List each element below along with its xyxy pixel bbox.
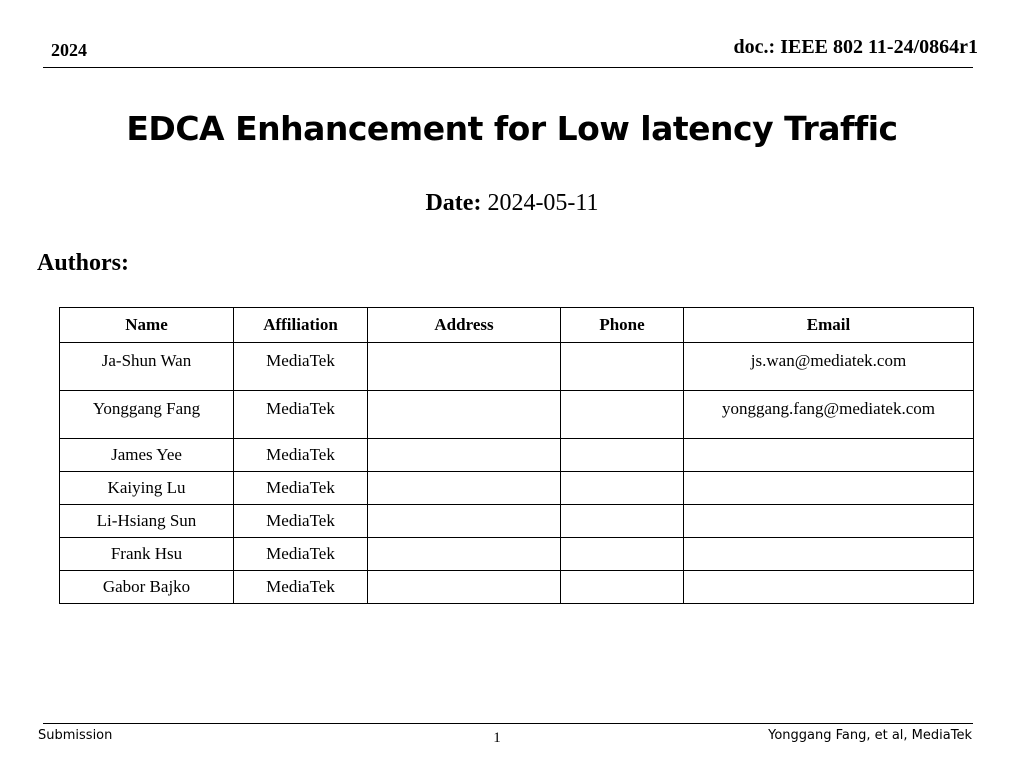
author-address xyxy=(368,538,561,571)
author-address xyxy=(368,343,561,391)
author-affiliation: MediaTek xyxy=(234,571,368,604)
table-row xyxy=(60,343,974,391)
date-value: 2024-05-11 xyxy=(487,190,599,216)
column-header-address: Address xyxy=(368,308,561,343)
authors-heading: Authors: xyxy=(37,250,130,276)
author-phone xyxy=(561,538,684,571)
column-header-name: Name xyxy=(60,308,234,343)
author-address xyxy=(368,472,561,505)
footer-submission: Submission xyxy=(38,728,113,743)
column-header-phone: Phone xyxy=(561,308,684,343)
author-name: James Yee xyxy=(60,439,234,472)
table-row xyxy=(60,571,974,604)
author-phone xyxy=(561,505,684,538)
author-affiliation: MediaTek xyxy=(234,439,368,472)
author-phone xyxy=(561,391,684,439)
author-email xyxy=(684,505,974,538)
author-affiliation: MediaTek xyxy=(234,343,368,391)
author-affiliation: MediaTek xyxy=(234,505,368,538)
author-email: yonggang.fang@mediatek.com xyxy=(684,391,974,439)
author-name: Yonggang Fang xyxy=(60,391,234,439)
date-line xyxy=(0,188,1024,218)
table-row xyxy=(60,472,974,505)
authors-table xyxy=(59,307,974,604)
author-email xyxy=(684,439,974,472)
table-row xyxy=(60,391,974,439)
author-email xyxy=(684,472,974,505)
author-address xyxy=(368,439,561,472)
author-affiliation: MediaTek xyxy=(234,538,368,571)
author-name: Kaiying Lu xyxy=(60,472,234,505)
date-label: Date: xyxy=(425,190,482,216)
footer-author-credit: Yonggang Fang, et al, MediaTek xyxy=(768,728,972,743)
author-email xyxy=(684,538,974,571)
author-email xyxy=(684,571,974,604)
table-row xyxy=(60,439,974,472)
author-name: Frank Hsu xyxy=(60,538,234,571)
header-year: 2024 xyxy=(51,40,87,60)
column-header-email: Email xyxy=(684,308,974,343)
author-address xyxy=(368,505,561,538)
author-name: Ja-Shun Wan xyxy=(60,343,234,391)
author-address xyxy=(368,391,561,439)
table-row xyxy=(60,505,974,538)
author-phone xyxy=(561,343,684,391)
author-phone xyxy=(561,571,684,604)
author-phone xyxy=(561,472,684,505)
table-header-row xyxy=(60,308,974,343)
header-doc-id: doc.: IEEE 802 11-24/0864r1 xyxy=(733,36,978,58)
page-number: 1 xyxy=(493,730,501,746)
footer-divider xyxy=(43,723,973,724)
author-affiliation: MediaTek xyxy=(234,472,368,505)
table-row xyxy=(60,538,974,571)
author-affiliation: MediaTek xyxy=(234,391,368,439)
author-address xyxy=(368,571,561,604)
author-name: Li-Hsiang Sun xyxy=(60,505,234,538)
author-email: js.wan@mediatek.com xyxy=(684,343,974,391)
column-header-affiliation: Affiliation xyxy=(234,308,368,343)
slide-title: EDCA Enhancement for Low latency Traffic xyxy=(126,109,898,148)
header-divider xyxy=(43,67,973,68)
author-phone xyxy=(561,439,684,472)
author-name: Gabor Bajko xyxy=(60,571,234,604)
